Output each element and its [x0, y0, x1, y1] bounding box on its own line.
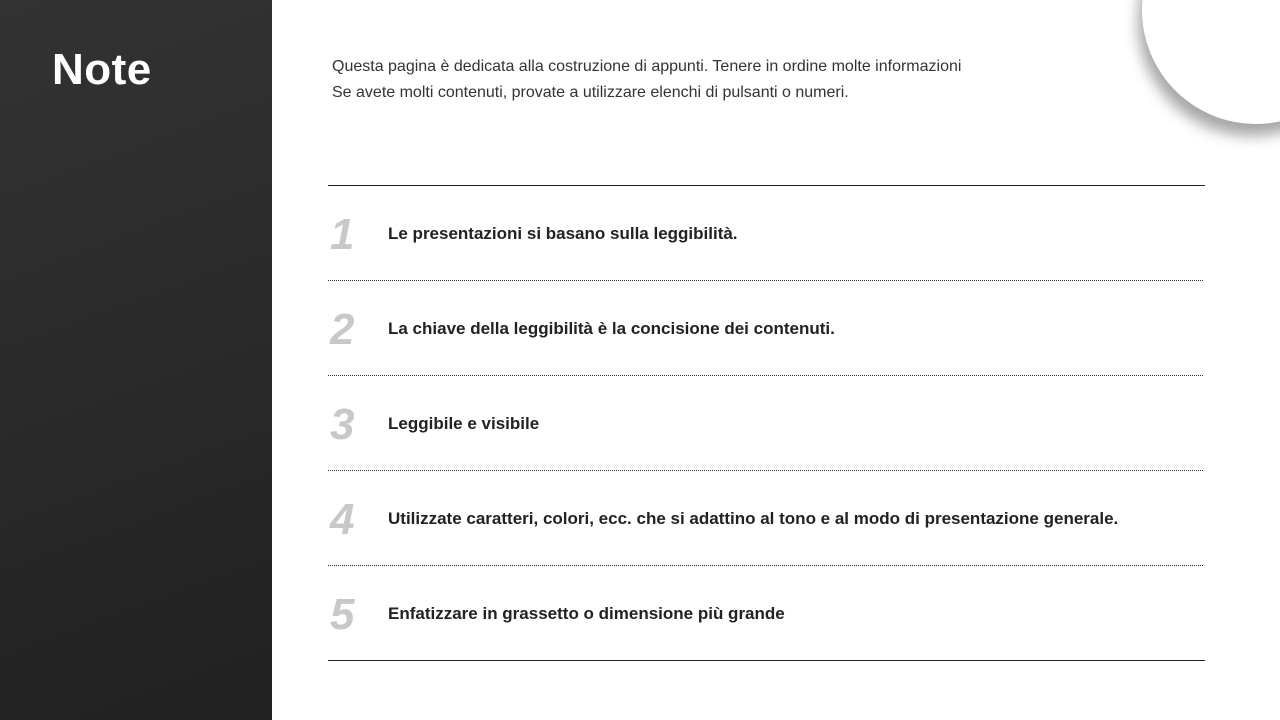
intro-text — [332, 54, 961, 106]
intro-line-1: Questa pagina è dedicata alla costruzione di appunti. Tenere in ordine molte informazioni — [332, 58, 962, 75]
numbered-list — [328, 185, 1205, 661]
list-item — [328, 281, 1203, 376]
list-item — [328, 566, 1205, 661]
item-number: 4 — [330, 495, 355, 544]
list-item — [328, 186, 1203, 281]
item-number: 3 — [330, 400, 355, 449]
item-text: Utilizzate caratteri, colori, ecc. che si adattino al tono e al modo di presentazione generale. — [388, 509, 1119, 528]
list-item — [328, 471, 1203, 566]
page-title: Note — [52, 45, 152, 94]
intro-line-2: Se avete molti contenuti, provate a utilizzare elenchi di pulsanti o numeri. — [332, 84, 849, 101]
item-number: 5 — [330, 590, 355, 639]
item-text: La chiave della leggibilità è la concisione dei contenuti. — [388, 319, 835, 338]
item-text: Leggibile e visibile — [388, 414, 540, 433]
item-number: 1 — [330, 210, 355, 259]
decorative-circle — [1142, 0, 1280, 124]
list-item — [328, 376, 1203, 471]
sidebar-panel — [0, 0, 272, 720]
item-text: Enfatizzare in grassetto o dimensione più grande — [388, 604, 785, 623]
item-text: Le presentazioni si basano sulla leggibilità. — [388, 224, 738, 243]
item-number: 2 — [330, 305, 355, 354]
